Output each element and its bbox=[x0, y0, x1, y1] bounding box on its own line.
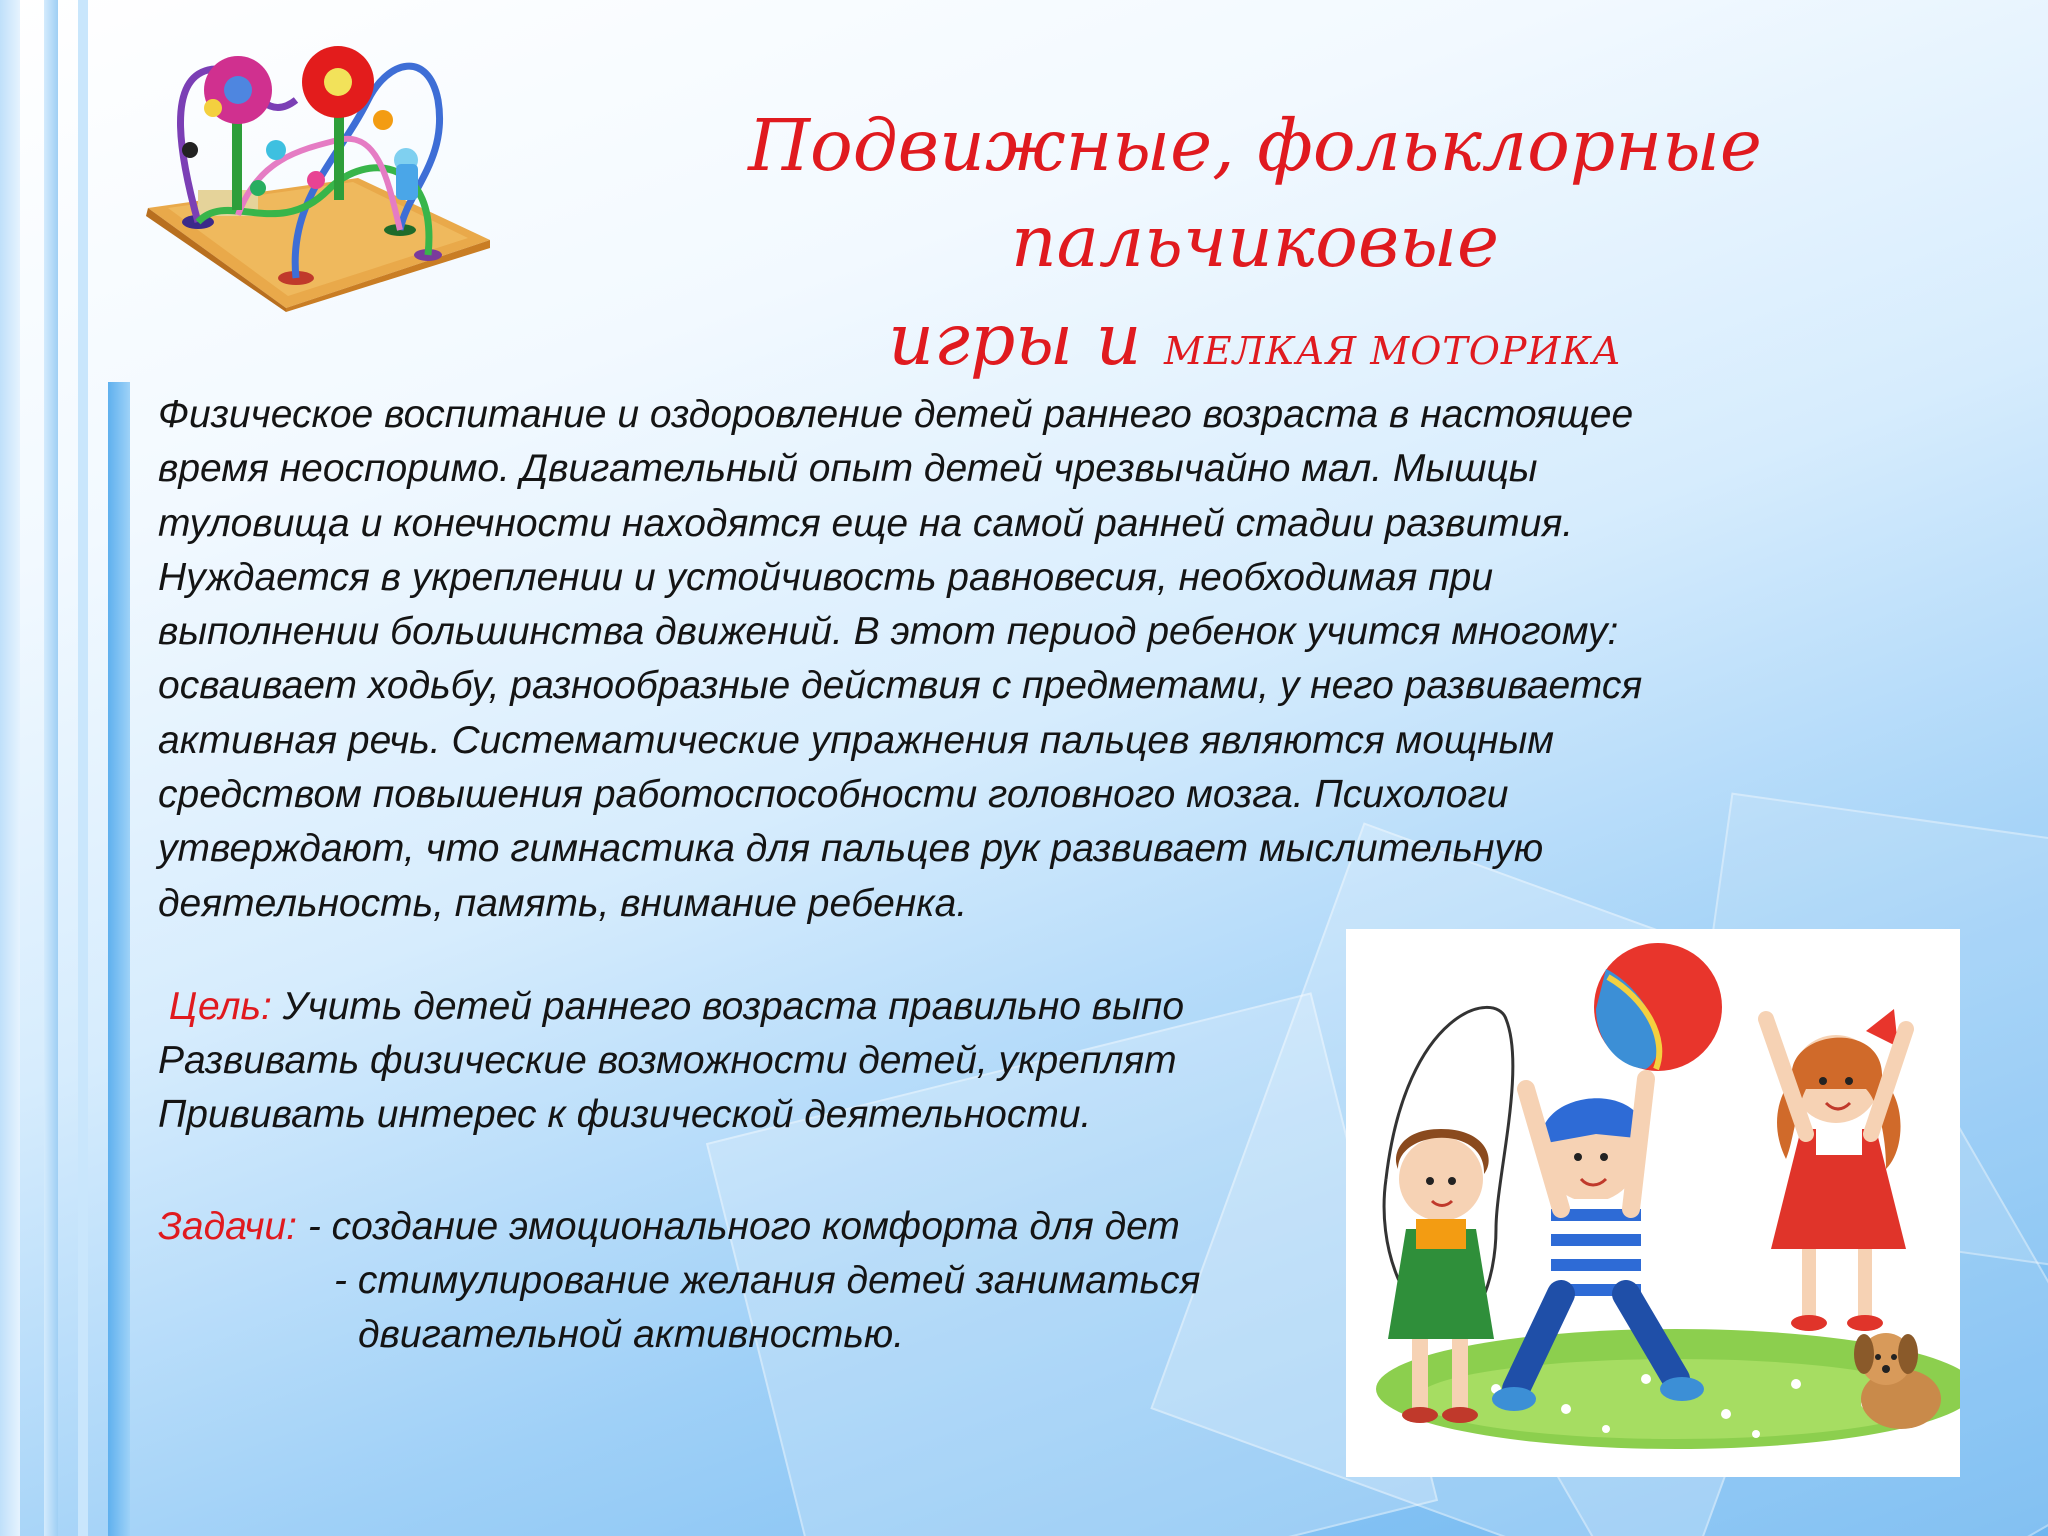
body-line: осваивает ходьбу, разнообразные действия с предметами, у него развивается bbox=[158, 664, 1643, 708]
tasks-line-2: - стимулирование желания детей заниматься bbox=[334, 1259, 1201, 1302]
goal-section bbox=[158, 980, 1458, 1142]
left-accent-bar bbox=[108, 382, 130, 1536]
title-line-2-small: МЕЛКАЯ МОТОРИКА bbox=[1163, 329, 1622, 373]
body-line: выполнении большинства движений. В этот период ребенок учится многому: bbox=[158, 610, 1619, 654]
tasks-section bbox=[158, 1200, 1458, 1362]
body-line: средством повышения работоспособности головного мозга. Психологи bbox=[158, 773, 1509, 817]
background-stripe bbox=[44, 0, 58, 1536]
background-stripe bbox=[78, 0, 88, 1536]
background-stripe bbox=[0, 0, 20, 1536]
body-line: Физическое воспитание и оздоровление детей раннего возраста в настоящее bbox=[158, 393, 1634, 436]
body-line: туловища и конечности находятся еще на самой ранней стадии развития. bbox=[158, 501, 1574, 545]
body-line: время неоспоримо. Двигательный опыт детей чрезвычайно мал. Мышцы bbox=[158, 447, 1538, 491]
body-line: деятельность, память, внимание ребенка. bbox=[158, 881, 968, 925]
body-line: Нуждается в укреплении и устойчивость равновесия, необходимая при bbox=[158, 555, 1494, 599]
goal-label: Цель: bbox=[168, 985, 272, 1028]
goal-line-1 bbox=[158, 980, 1458, 1034]
tasks-label: Задачи: bbox=[158, 1205, 297, 1248]
title-line-2 bbox=[540, 290, 1970, 401]
goal-line-3: Прививать интерес к физической деятельности. bbox=[158, 1093, 1092, 1136]
tasks-line-1 bbox=[158, 1200, 1458, 1254]
tasks-text-1: - создание эмоционального комфорта для дет bbox=[296, 1205, 1180, 1248]
goal-text-1: Учить детей раннего возраста правильно выпо bbox=[271, 985, 1185, 1028]
goal-line-2: Развивать физические возможности детей, укреплят bbox=[158, 1039, 1177, 1082]
slide-title bbox=[540, 98, 1970, 401]
title-line-1: Подвижные, фольклорные пальчиковые bbox=[748, 104, 1762, 283]
body-line: утверждают, что гимнастика для пальцев рук развивает мыслительную bbox=[158, 827, 1544, 871]
children-playing-image bbox=[1346, 929, 1960, 1477]
title-line-2-main: игры и bbox=[888, 298, 1164, 381]
tasks-line-3: двигательной активностью. bbox=[358, 1313, 905, 1356]
bead-maze-toy-image bbox=[138, 40, 500, 312]
body-line: активная речь. Систематические упражнения пальцев являются мощным bbox=[158, 718, 1555, 762]
body-paragraph bbox=[158, 388, 1918, 931]
